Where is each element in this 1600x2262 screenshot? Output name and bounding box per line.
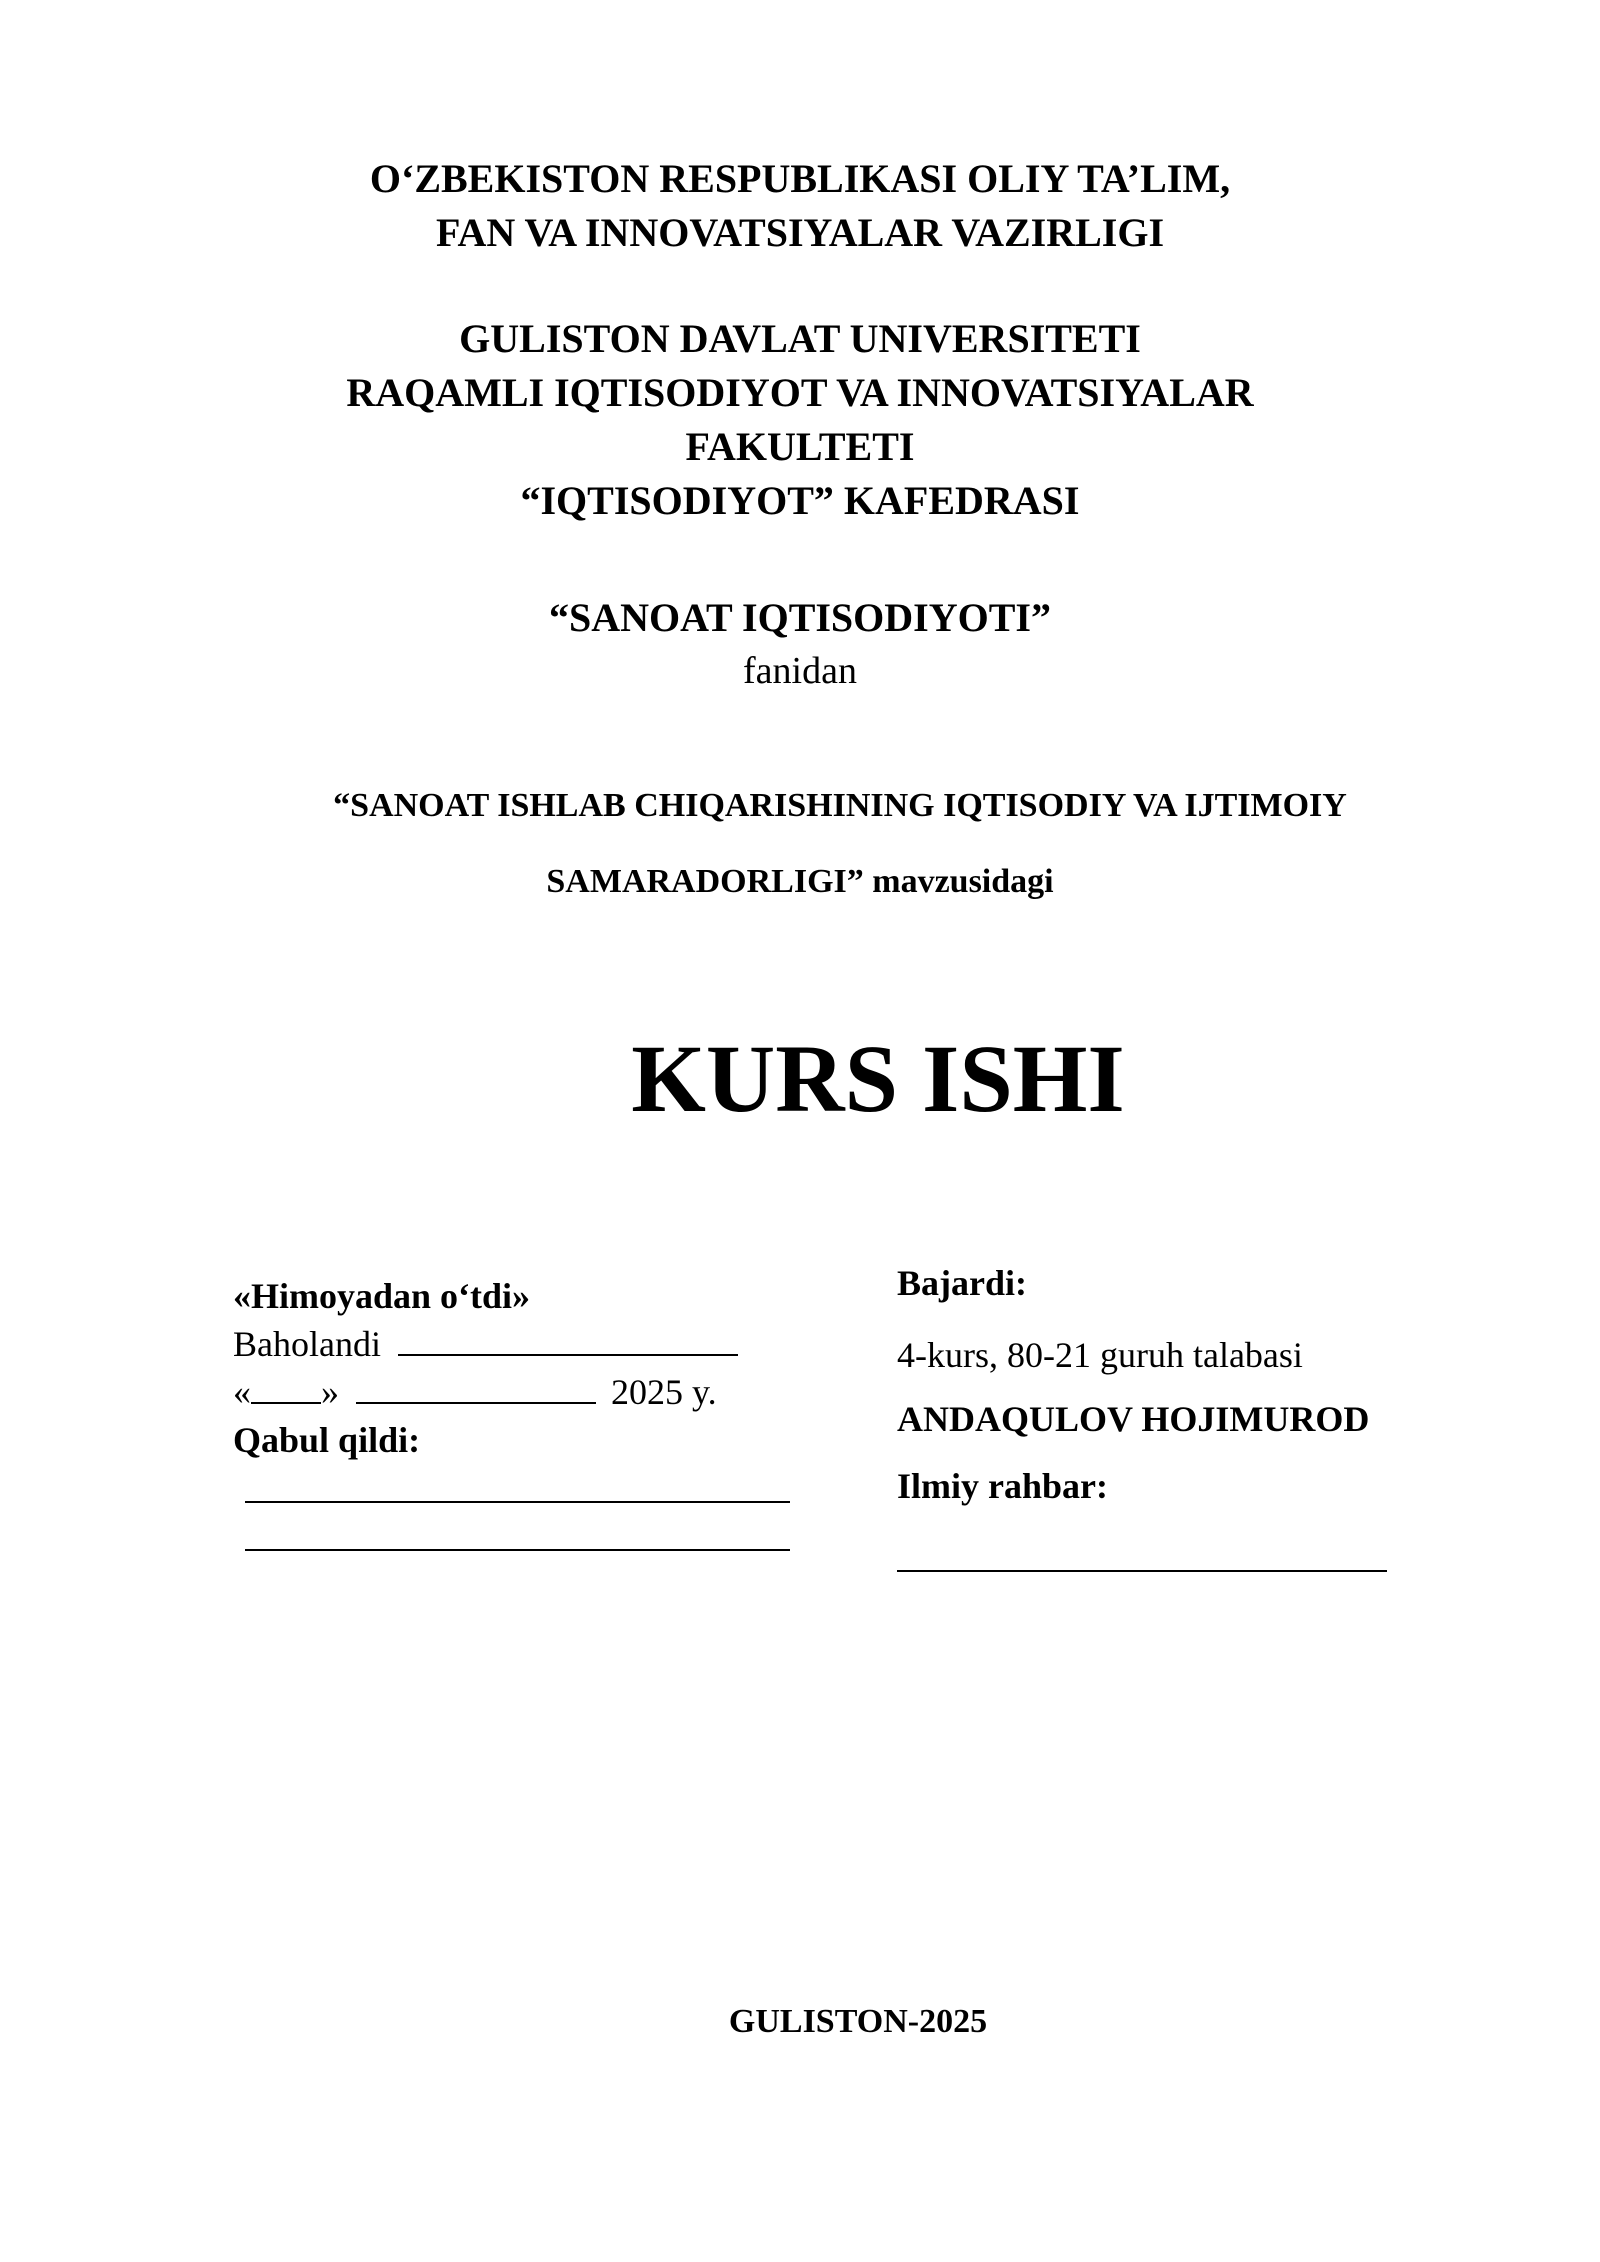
subject-name: “SANOAT IQTISODIYOTI” bbox=[549, 595, 1051, 640]
footer-city-year: GULISTON-2025 bbox=[728, 2003, 988, 2040]
department-name: “IQTISODIYOT” KAFEDRASI bbox=[520, 478, 1080, 523]
grade-blank bbox=[398, 1353, 738, 1356]
ministry-line-2: FAN VA INNOVATSIYALAR VAZIRLIGI bbox=[435, 210, 1165, 255]
topic-line-2: SAMARADORLIGI” mavzusidagi bbox=[546, 863, 1054, 900]
topic-line-1: “SANOAT ISHLAB CHIQARISHINING IQTISODIY VA IJTIMOIY bbox=[333, 787, 1347, 824]
graded-label: Baholandi bbox=[233, 1324, 381, 1364]
done-label: Bajardi: bbox=[897, 1263, 1027, 1303]
subject-suffix: fanidan bbox=[743, 650, 857, 692]
university-name: GULISTON DAVLAT UNIVERSITETI bbox=[459, 316, 1141, 361]
student-group: 4-kurs, 80-21 guruh talabasi bbox=[897, 1335, 1303, 1375]
supervisor-label: Ilmiy rahbar: bbox=[897, 1466, 1108, 1506]
supervisor-signature-line bbox=[897, 1570, 1387, 1572]
faculty-line-2: FAKULTETI bbox=[685, 424, 915, 469]
signature-line-2 bbox=[245, 1549, 790, 1551]
month-blank bbox=[356, 1401, 596, 1404]
date-open-quote: « bbox=[233, 1372, 251, 1412]
faculty-line-1: RAQAMLI IQTISODIYOT VA INNOVATSIYALAR bbox=[346, 370, 1254, 415]
year-label: 2025 y. bbox=[611, 1372, 717, 1412]
ministry-line-1: O‘ZBEKISTON RESPUBLIKASI OLIY TA’LIM, bbox=[369, 156, 1231, 201]
date-line bbox=[233, 1368, 717, 1416]
signature-line-1 bbox=[245, 1501, 790, 1503]
graded-line bbox=[233, 1320, 738, 1368]
defense-passed-label: «Himoyadan o‘tdi» bbox=[233, 1276, 531, 1316]
document-title: KURS ISHI bbox=[631, 1025, 1125, 1132]
student-name: ANDAQULOV HOJIMUROD bbox=[897, 1399, 1370, 1439]
date-close-quote: » bbox=[321, 1372, 339, 1412]
day-blank bbox=[251, 1401, 321, 1404]
accepted-label: Qabul qildi: bbox=[233, 1420, 421, 1460]
